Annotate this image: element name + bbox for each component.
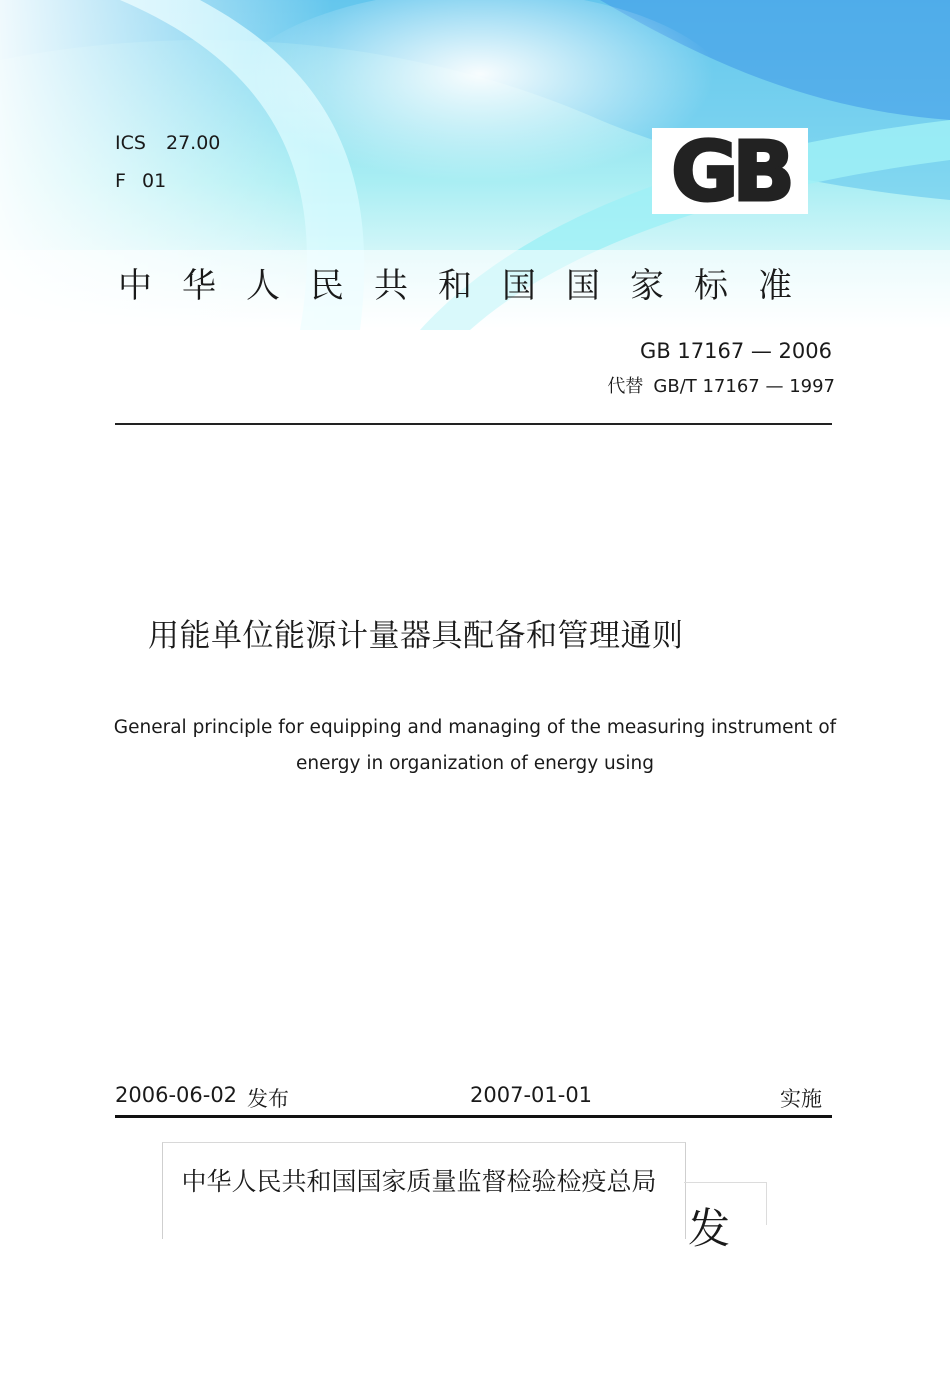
ics-number: 27.00: [165, 132, 221, 154]
class-label: F: [115, 170, 126, 192]
replaces-number: GB/T 17167 — 1997: [653, 376, 835, 397]
issuer-name: 中华人民共和国国家质量监督检验检疫总局: [181, 1167, 657, 1196]
replaces-line: [607, 372, 835, 398]
national-standard-title: 中华人民共和国国家标准: [118, 266, 822, 306]
header-divider: [115, 423, 832, 425]
replaces-label: 代替: [607, 376, 644, 397]
ics-code: [115, 132, 220, 154]
gb-logo: [652, 128, 808, 214]
gb-logo-text: GB: [671, 128, 789, 214]
title-english: General principle for equipping and managing of the measuring instrument of energy in organization of energy using: [113, 717, 837, 774]
publish-label: 发布: [247, 1087, 289, 1111]
issue-label: 发: [688, 1204, 731, 1253]
class-number: 01: [141, 170, 167, 192]
publish-date: 2006-06-02: [115, 1083, 238, 1107]
effective-date: 2007-01-01: [470, 1083, 593, 1107]
title-chinese: 用能单位能源计量器具配备和管理通则: [148, 618, 684, 654]
footer-divider: [115, 1115, 832, 1118]
effective-label: 实施: [780, 1087, 822, 1111]
classification-code: [115, 170, 166, 192]
standard-number: GB 17167 — 2006: [640, 339, 832, 363]
ics-label: ICS: [115, 132, 146, 154]
